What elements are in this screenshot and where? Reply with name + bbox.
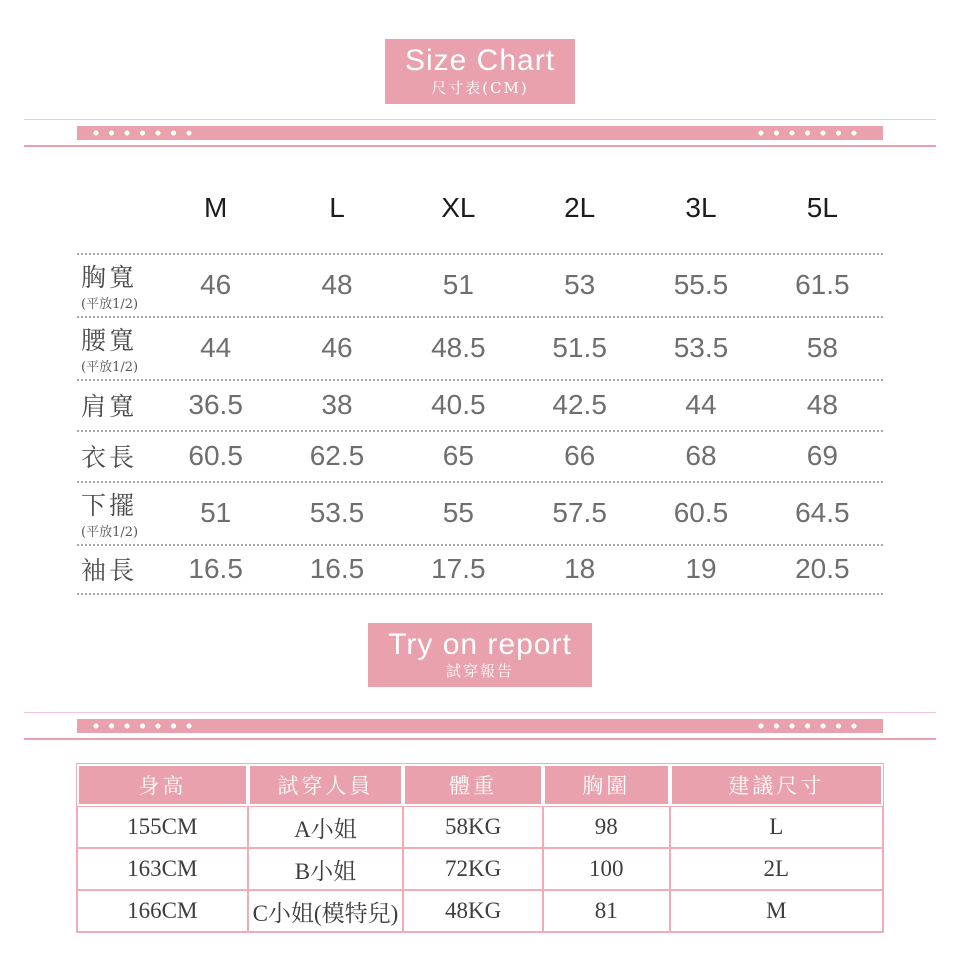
size-value: 17.5 <box>431 553 486 584</box>
size-value: 51 <box>442 269 474 300</box>
size-column-header: 3L <box>685 191 717 223</box>
size-value: 53 <box>564 269 596 300</box>
decorative-divider-bottom <box>24 712 936 740</box>
try-on-cell: 2L <box>670 848 883 890</box>
try-on-column-header: 胸圍 <box>543 764 670 806</box>
size-value: 55.5 <box>673 269 729 300</box>
size-value: 66 <box>564 440 596 471</box>
divider-thin-line <box>24 712 936 713</box>
size-column-header: 2L <box>564 191 596 223</box>
try-on-cell: 98 <box>543 806 670 848</box>
size-value: 68 <box>685 440 717 471</box>
try-on-cell: 155CM <box>77 806 248 848</box>
divider-dotted-bar <box>77 719 883 733</box>
measurement-label-cell <box>77 546 155 593</box>
try-on-cell: 81 <box>543 890 670 932</box>
size-value: 64.5 <box>795 497 850 528</box>
try-on-cell: C小姐(模特兒) <box>248 890 404 932</box>
try-on-header <box>0 623 960 688</box>
size-value: 19 <box>685 553 717 584</box>
size-value: 69 <box>806 440 838 471</box>
size-table-row <box>77 316 883 379</box>
measurement-label: 下擺 <box>81 491 138 520</box>
try-on-table-body <box>77 806 883 932</box>
size-value: 38 <box>321 389 353 420</box>
try-on-row <box>77 890 883 932</box>
size-value: 18 <box>564 553 596 584</box>
size-value: 20.5 <box>795 553 850 584</box>
try-on-cell: 166CM <box>77 890 248 932</box>
size-table <box>77 163 883 595</box>
size-value: 44 <box>200 332 232 363</box>
size-table-row <box>77 253 883 316</box>
size-value: 48.5 <box>431 332 486 363</box>
size-chart-subtitle: 尺寸表(CM) <box>431 78 529 97</box>
size-value: 55 <box>442 497 474 528</box>
size-table-row <box>77 481 883 544</box>
size-chart-stamp-box <box>385 39 575 104</box>
try-on-column-header: 體重 <box>403 764 543 806</box>
size-table-row <box>77 430 883 481</box>
size-column-header: L <box>329 191 345 223</box>
measurement-sublabel: (平放1/2) <box>81 525 139 540</box>
size-chart-title: Size Chart <box>404 44 556 77</box>
try-on-cell: 100 <box>543 848 670 890</box>
size-value: 60.5 <box>673 497 729 528</box>
size-value: 57.5 <box>552 497 607 528</box>
try-on-cell: A小姐 <box>248 806 404 848</box>
divider-thin-line <box>24 119 936 120</box>
size-value: 58 <box>806 332 838 363</box>
size-value: 42.5 <box>552 389 607 420</box>
measurement-label: 肩寬 <box>81 392 138 421</box>
size-value: 36.5 <box>188 389 243 420</box>
size-value: 16.5 <box>309 553 365 584</box>
try-on-cell: 163CM <box>77 848 248 890</box>
measurement-label-cell <box>77 381 155 430</box>
divider-dotted-bar <box>77 126 883 140</box>
try-on-cell: L <box>670 806 883 848</box>
size-value: 60.5 <box>188 440 243 471</box>
size-value: 48 <box>321 269 353 300</box>
size-value: 51 <box>200 497 232 528</box>
try-on-cell: B小姐 <box>248 848 404 890</box>
try-on-table-head <box>77 764 883 806</box>
measurement-label-cell <box>77 432 155 481</box>
size-value: 46 <box>200 269 232 300</box>
size-column-header: 5L <box>806 191 838 223</box>
try-on-cell: 48KG <box>403 890 543 932</box>
measurement-label: 衣長 <box>81 443 138 472</box>
try-on-cell: M <box>670 890 883 932</box>
size-value: 65 <box>442 440 474 471</box>
try-on-row <box>77 848 883 890</box>
size-column-header: XL <box>441 191 476 223</box>
size-value: 40.5 <box>431 389 486 420</box>
measurement-label: 腰寬 <box>81 326 138 355</box>
try-on-subtitle: 試穿報告 <box>445 662 514 680</box>
size-value: 16.5 <box>188 553 243 584</box>
divider-thin-line <box>24 145 936 147</box>
measurement-label-cell <box>77 483 155 544</box>
size-value: 44 <box>685 389 717 420</box>
measurement-label: 袖長 <box>81 556 138 585</box>
measurement-label-cell <box>77 318 155 379</box>
size-column-header: M <box>204 191 228 223</box>
size-column-spacer <box>77 163 155 253</box>
try-on-header-row <box>77 764 883 806</box>
try-on-cell: 58KG <box>403 806 543 848</box>
size-table-row <box>77 379 883 430</box>
try-on-column-header: 建議尺寸 <box>670 764 883 806</box>
size-table-header-row <box>77 163 883 253</box>
measurement-label-cell <box>77 255 155 316</box>
size-value: 62.5 <box>309 440 365 471</box>
measurement-sublabel: (平放1/2) <box>81 360 139 375</box>
size-table-row <box>77 544 883 595</box>
try-on-column-header: 試穿人員 <box>248 764 404 806</box>
try-on-column-header: 身高 <box>77 764 248 806</box>
try-on-row <box>77 806 883 848</box>
size-value: 53.5 <box>309 497 365 528</box>
size-value: 48 <box>806 389 838 420</box>
size-value: 51.5 <box>552 332 607 363</box>
size-value: 53.5 <box>673 332 729 363</box>
try-on-title: Try on report <box>388 627 572 661</box>
try-on-table <box>76 763 884 933</box>
measurement-label: 胸寬 <box>81 263 138 292</box>
size-value: 46 <box>321 332 353 363</box>
size-value: 61.5 <box>795 269 850 300</box>
size-chart-header <box>0 0 960 104</box>
measurement-sublabel: (平放1/2) <box>81 297 139 312</box>
decorative-divider-top <box>24 119 936 147</box>
try-on-cell: 72KG <box>403 848 543 890</box>
try-on-stamp-box <box>368 623 592 688</box>
divider-thin-line <box>24 738 936 740</box>
